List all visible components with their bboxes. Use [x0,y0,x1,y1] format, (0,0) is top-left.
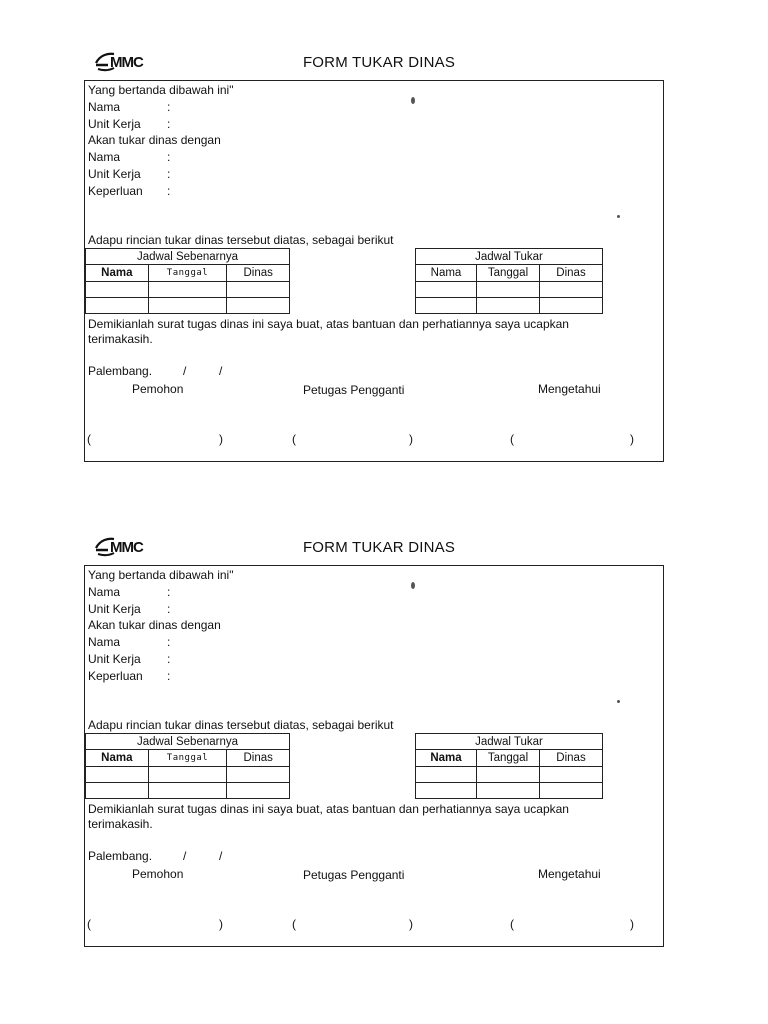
field-label-unit-kerja: Unit Kerja [88,167,141,181]
field-separator: : [167,652,171,666]
signer-acknowledger: Mengetahui [538,382,601,396]
field-label-unit-kerja: Unit Kerja [88,652,141,666]
signature-paren-open: ( [510,917,514,931]
closing-text: Demikianlah surat tugas dinas ini saya buat, atas bantuan dan perhatiannya saya ucapkan [88,317,569,331]
place-date: Palembang. [88,849,153,863]
field-label-nama: Nama [88,150,121,164]
intro-text: Yang bertanda dibawah ini" [88,83,234,97]
field-separator: : [167,150,171,164]
table-row [416,298,603,314]
signature-paren-open: ( [87,432,91,446]
closing-text: terimakasih. [88,817,153,831]
field-separator: : [167,167,171,181]
signature-paren-open: ( [510,432,514,446]
signature-paren-close: ) [219,432,223,446]
column-header: Nama [86,750,149,767]
column-header: Dinas [227,750,290,767]
field-label-keperluan: Keperluan [88,669,143,683]
field-separator: : [167,585,171,599]
signature-paren-open: ( [292,432,296,446]
signature-paren-close: ) [219,917,223,931]
details-text: Adapu rincian tukar dinas tersebut diatas, sebagai berikut [88,718,394,732]
table-row [416,767,603,783]
table-row [86,298,290,314]
svg-text:MMC: MMC [110,54,143,71]
schedule-swap-table [415,733,603,799]
date-slash: / [219,364,223,378]
signature-paren-open: ( [292,917,296,931]
table-row [416,783,603,799]
form-header [84,529,664,563]
signer-substitute: Petugas Pengganti [303,868,405,882]
field-separator: : [167,117,171,131]
place-date: Palembang. [88,364,153,378]
column-header: Tanggal [148,265,227,282]
signature-paren-close: ) [630,432,634,446]
table-row [86,783,290,799]
swap-with-text: Akan tukar dinas dengan [88,133,221,147]
field-separator: : [167,635,171,649]
field-label-nama: Nama [88,585,121,599]
column-header: Dinas [540,750,603,767]
signer-applicant: Pemohon [132,382,184,396]
field-label-nama: Nama [88,100,121,114]
table-row [86,767,290,783]
signer-applicant: Pemohon [132,867,184,881]
form-tukar-dinas [84,44,664,462]
field-label-unit-kerja: Unit Kerja [88,117,141,131]
table-title: Jadwal Tukar [416,734,603,750]
swap-with-text: Akan tukar dinas dengan [88,618,221,632]
svg-text:MMC: MMC [110,539,143,556]
form-title: FORM TUKAR DINAS [302,54,456,71]
signature-paren-open: ( [87,917,91,931]
column-header: Dinas [540,265,603,282]
signer-substitute: Petugas Pengganti [303,383,405,397]
signature-paren-close: ) [409,432,413,446]
table-title: Jadwal Sebenarnya [86,734,290,750]
field-separator: : [167,100,171,114]
signature-paren-close: ) [409,917,413,931]
date-slash: / [183,364,187,378]
schedule-swap-table [415,248,603,314]
table-row [86,282,290,298]
mmc-logo [94,50,154,72]
date-slash: / [219,849,223,863]
column-header: Dinas [227,265,290,282]
field-separator: : [167,184,171,198]
schedule-original-table [85,248,290,314]
field-separator: : [167,602,171,616]
column-header: Tanggal [477,750,540,767]
form-body [84,565,664,947]
field-label-keperluan: Keperluan [88,184,143,198]
form-header [84,44,664,78]
details-text: Adapu rincian tukar dinas tersebut diatas, sebagai berikut [88,233,394,247]
column-header: Tanggal [148,750,227,767]
closing-text: terimakasih. [88,332,153,346]
intro-text: Yang bertanda dibawah ini" [88,568,234,582]
field-label-unit-kerja: Unit Kerja [88,602,141,616]
field-label-nama: Nama [88,635,121,649]
column-header: Nama [86,265,149,282]
schedule-original-table [85,733,290,799]
form-body [84,80,664,462]
date-slash: / [183,849,187,863]
signer-acknowledger: Mengetahui [538,867,601,881]
column-header: Nama [416,265,477,282]
column-header: Nama [416,750,477,767]
form-title: FORM TUKAR DINAS [302,539,456,556]
table-title: Jadwal Sebenarnya [86,249,290,265]
column-header: Tanggal [477,265,540,282]
closing-text: Demikianlah surat tugas dinas ini saya buat, atas bantuan dan perhatiannya saya ucapkan [88,802,569,816]
mmc-logo [94,535,154,557]
table-row [416,282,603,298]
signature-paren-close: ) [630,917,634,931]
table-title: Jadwal Tukar [416,249,603,265]
form-tukar-dinas [84,529,664,947]
field-separator: : [167,669,171,683]
